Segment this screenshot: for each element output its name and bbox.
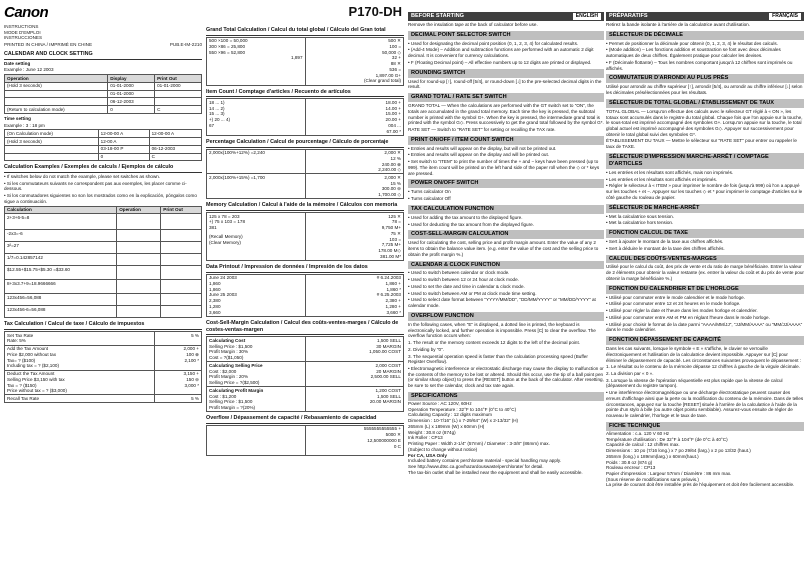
printout-table: [206, 274, 404, 317]
table-row: 03-18-00 P 06-12-2003: [5, 145, 202, 153]
table-row: 123x456=56,088: [5, 294, 202, 306]
decimal-title: DECIMAL POINT SELECTOR SWITCH: [408, 31, 604, 40]
csm-title: Cost-Sell-Margin Calculation / Calcul des coûts-ventes-marges / Cálculo de costes-ventas-margen: [206, 320, 404, 336]
table-row: (On Calculation mode) 12-00-00 A 12-00-00 A: [5, 130, 202, 138]
print-switch-title: PRINT ON/OFF / ITEM COUNT SWITCH: [408, 136, 604, 145]
table-row: 2+3+6-5=8: [5, 214, 202, 230]
table-row: $12.55+$15.75+$5.30 =$33.60: [5, 266, 202, 280]
print-switch-title-fr: SÉLECTEUR D'IMPRESSION MARCHE-ARRÊT / COMPTAGE D'ARTICLES: [606, 153, 804, 169]
calc-note-fr: • Si les commutateurs suivants ne correspondent pas aux exemples, les placer comme ci-dessous.: [4, 181, 202, 192]
language-tag: FRANÇAIS: [769, 13, 801, 20]
manual-title-es: INSTRUCCIONES: [4, 35, 43, 41]
operation-header: Operation: [117, 206, 161, 214]
table-row: 06-12-2003: [5, 98, 202, 106]
power-title-fr: SÉLECTEUR DE MARCHE-ARRÊT: [606, 204, 804, 213]
table-row: Deduct the Tax Amount Selling Price $3,150 with tax Tax = ? ($150) Price without tax = ? ($3,000) 3,150 + 150 ⊖ 3,000 *: [5, 370, 202, 395]
table-row: 2,000x(100%+15%) =1,700 2,000 ✕ 15 % 300.00 ⊖ 1,700.00 ◇: [207, 174, 404, 199]
table-row: 01-01-2000: [5, 90, 202, 98]
calc-header: Calculation: [5, 206, 117, 214]
cal-func-title-fr: FONCTION DU CALENDRIER ET DE L'HORLOGE: [606, 285, 804, 294]
csm-func-title: COST-SELL-MARGIN CALCULATION: [408, 230, 604, 239]
pub-code: PUB.E-IM-2210: [169, 42, 202, 48]
manual-title-en: INSTRUCTIONS: [4, 24, 39, 29]
printout-header: Print Out: [161, 206, 202, 214]
ovf-func-title: OVERFLOW FUNCTION: [408, 312, 604, 321]
tax-title: Tax Calculation / Calcul de taxe / Cálculo de impuestos: [4, 321, 202, 330]
date-setting-table: [4, 74, 202, 114]
rounding-title: ROUNDING SWITCH: [408, 69, 604, 78]
decimal-title-fr: SÉLECTEUR DE DÉCIMALE: [606, 31, 804, 40]
calc-examples-title: Calculation Examples / Exemples de calculs / Ejemplos de cálculo: [4, 164, 202, 173]
calendar-title: CALENDAR AND CLOCK SETTING: [4, 51, 202, 60]
table-row: 123x456-6=56,088: [5, 306, 202, 318]
printout-header: Print Out: [155, 75, 202, 83]
table-row: Calculating Selling Price Cost : $2,000 Profit Margin : 20% Selling Price = ?($2,500) 2,000 COST 20 MARGIN 2,500.00 SELL: [207, 362, 404, 387]
csm-table: [206, 336, 404, 412]
before-starting-text: Remove the insulation tape at the back of calculator before use.: [408, 21, 538, 27]
memory-table: [206, 212, 404, 261]
gt-switch-title-fr: SÉLECTEUR DE TOTAL GLOBAL / ÉTABLISSEMENT DE TAUX: [606, 99, 804, 108]
table-row: 8+3x3.7+9=18.9666666: [5, 280, 202, 294]
table-row: June 24 2003 1,860 1,860 June 25 2003 2,380 1,280 3,660 # 6.24.2003 1,860 + 1,860 * # 6.25.2003 2,380 + 1,280 + 3,660 *: [207, 274, 404, 316]
ovf-func-title-fr: FONCTION DÉPASSEMENT DE CAPACITÉ: [606, 336, 804, 345]
header: [4, 4, 202, 24]
table-row: (Hold 3 seconds) 12-00 A: [5, 138, 202, 146]
table-row: 2,000x(100%+12%) =2,240 2,000 ✕ 12 % 240.00 ⊕ 2,240.00 ◇: [207, 149, 404, 174]
item-count-title: Item Count / Comptage d'articles / Recuento de artículos: [206, 89, 404, 98]
tax-func-title: TAX CALCULATION FUNCTION: [408, 205, 604, 214]
table-row: Set Tax Rate Rate: 5% 5 %: [5, 332, 202, 345]
memory-title: Memory Calculation / Calcul à l'aide de la mémoire / Cálculos con memoria: [206, 202, 404, 211]
rounding-title-fr: COMMUTATEUR D'ARRONDI AU PLUS PRÈS: [606, 74, 804, 83]
before-starting-band-fr: PRÉPARATIFS FRANÇAIS: [606, 12, 804, 21]
gt-table: [206, 37, 404, 86]
table-row: Calculating Profit Margin Cost : $1,200 Selling Price : $1,500 Profit Margin = ?(20%) 1,200 COST 1,500 SELL 20.00 MARGIN: [207, 387, 404, 412]
overflow-title: Overflow / Dépassement de capacité / Rebasamiento de capacidad: [206, 415, 404, 424]
table-row: 5555555555555 + 5000 ✕ 12,500000000 E 0 C: [207, 425, 404, 455]
percent-title: Percentage Calculation / Calcul de pourcentage / Cálculo de porcentaje: [206, 139, 404, 148]
spec-title: SPECIFICATIONS: [408, 392, 604, 401]
table-row: -2x3=-6: [5, 230, 202, 242]
column-calendar-and-examples: [4, 4, 202, 567]
table-row: Calculating Cost Selling Price : $1,500 Profit Margin : 30% Cost = ?($1,050) 1,500 SELL 30 MARGIN 1,050.00 COST: [207, 337, 404, 362]
csm-func-title-fr: CALCUL DES COÛTS-VENTES-MARGES: [606, 255, 804, 264]
time-setting-table: [4, 129, 202, 161]
manual-title-fr: MODE D'EMPLOI: [4, 29, 41, 35]
percent-table: [206, 149, 404, 200]
model-name: P170-DH: [348, 4, 402, 19]
power-title: POWER ON/OFF SWITCH: [408, 179, 604, 188]
table-row: 18 ... 1) 14 ... 2) 15 ... 3) +) 20 ... 4) 67 18.00 + 14.00 + 15.00 + 20.00 + 004 ... 67.00 *: [207, 99, 404, 135]
table-row: 3²=27: [5, 242, 202, 254]
column-calculation-examples: [206, 4, 404, 567]
table-row: (Hold 3 seconds) 01-01-2000 01-01-2000: [5, 82, 202, 90]
op-header: Operation: [5, 75, 108, 83]
spec-title-fr: FICHE TECHNIQUE: [606, 422, 804, 431]
item-count-table: [206, 98, 404, 135]
cal-func-title: CALENDAR & CLOCK FUNCTION: [408, 261, 604, 270]
date-setting-label: Date setting: [4, 60, 31, 66]
calc-note-en: • If switches below do not match the example, please set switches as shown.: [4, 174, 202, 180]
table-row: Recall Tax Rate 5 %: [5, 395, 202, 403]
gt-switch-title: GRAND TOTAL / RATE SET SWITCH: [408, 93, 604, 102]
table-row: 500 ×100 = 50,000 300 ×86 = 25,800 550 ×96 = 52,800 1,897 500 ✕ 100 = 50,000 ◇ 32 + 88 ✕ 536 = 1,897.00 G+ (Clear grand total): [207, 37, 404, 85]
calc-note-es: • Si los conmutadores siguientes no son los mostrados como en la explicación, póngalos como sigue a continuación.: [4, 193, 202, 204]
brand-logo: Canon: [4, 4, 49, 21]
before-starting-band: BEFORE STARTING ENGLISH: [408, 12, 604, 21]
overflow-table: [206, 425, 404, 456]
table-row: 0 C: [5, 153, 202, 161]
calc-examples-table: [4, 206, 202, 319]
gt-title: Grand Total Calculation / Calcul du total global / Cálculo del Gran total: [206, 27, 404, 36]
tax-table: [4, 331, 202, 403]
table-row: 1/7=0.142857142: [5, 254, 202, 266]
tax-func-title-fr: FONCTION CALCUL DE TAXE: [606, 229, 804, 238]
time-example: Example : 3 : 18 pm: [4, 122, 45, 128]
table-row: (Return to calculation mode) 0 C: [5, 106, 202, 114]
table-row: 125 x 78 = 203 +) 75 x 103 = 178 381 (Recall Memory) (Clear Memory) 125 ✕ 78 = 9,750 M+ 75 ✕ 103 = 7,725 M+ 178.00 M◇ 381.00 M*: [207, 213, 404, 261]
table-row: Add the Tax Amount Price $2,000 without tax Tax= ? ($100) Including tax = ? ($2,100) 2,000 + 100 ⊕ 2,100 *: [5, 345, 202, 370]
printout-title: Data Printout / Impression de données / Impresión de los datos: [206, 264, 404, 273]
date-example: Example : June 12 2003: [4, 67, 54, 73]
column-french: PRÉPARATIFS FRANÇAIS Retirez la bande isolante à l'arrière de la calculatrice avant d'utilisation. SÉLECTEUR DE DÉCIMALE • Permet de positionner la décimale pour obtenir (0, 1, 2, 3, 4) le résultat des calculs. • (Mode addition) – Les fonctions addition et soustraction se font avec deux décimales automatiques de deux chiffres. Également pratique pour calculer les devises. • F (Décimale flottante) – Tous les nombres comportant jusqu'à 12 chiffres sont imprimés ou affichés. COMMUTATEUR D'ARRONDI AU PLUS PRÈS Utilisé pour arrondir au chiffre supérieur [↑], arrondir [5/4], ou arrondir au chiffre inférieur [↓] selon les décimales présélectionnées pour les résultats. SÉLECTEUR DE TOTAL GLOBAL / ÉTABLISSEMENT DE TAUX TOTAL GLOBAL — Lorsqu'on effectue des calculs avec le sélecteur GT réglé à « ON », les totaux sont accumulés dans le registre du total global. Chaque fois que l'on appuie sur la touche, le sous-total est imprimé accompagné des symboles G+. Lorsqu'on appuie sur la touche, le total global actuel est imprimé accompagné des symboles G◇. Appuyer sur successivement pour obtenir le total global suivi des symboles G*. ÉTABLISSEMENT DU TAUX — Mettre le sélecteur sur "RATE SET" pour entrer ou rappeler le taux de TAXE. SÉLECTEUR D'IMPRESSION MARCHE-ARRÊT / COMPTAGE D'ARTICLES • Les entrées et les résultats sont affichés, mais non imprimés. • Les entrées et les résultats sont affichés et imprimés. • Régler le sélecteur à « ITEM » pour imprimer le nombre de fois (jusqu'à 999) où l'on a appuyé sur les touches + et −. Appuyer sur les touches ◇ et * pour imprimer le comptage d'articles sur le côté gauche du rouleau de papier. SÉLECTEUR DE MARCHE-ARRÊT • Met la calculatrice sous tension. • Met la calculatrice hors tension. FONCTION CALCUL DE TAXE • Sert à ajouter le montant de la taxe aux chiffres affichés. • Sert à déduire le montant de la taxe des chiffres affichés. CALCUL DES COÛTS-VENTES-MARGES Utilisé pour le calcul du coût, des prix de vente et du ratio de marge bénéficiaire. Entrer la valeur de 2 éléments pour obtenir la valeur restante (ex. entrer la valeur du coût et du prix de vente pour obtenir la marge bénéficiaire %.) FONCTION DU CALENDRIER ET DE L'HORLOGE • Utilisé pour commuter entre le mode calendrier et le mode horloge. • Utilisé pour commuter entre 12 et 24 heures en le mode horloge. • Utilisé pour régler la date et l'heure dans les modes horloge et calendrier. • Utilisé pour commuter entre AM et PM en réglant l'heure dans le mode horloge. • Utilisé pour choisir le format de la date parmi "AAAA/MM/JJ", "JJ/MM/AAAA" ou "MM/JJ/AAAA" dans le mode calendrier. FONCTION DÉPASSEMENT DE CAPACITÉ Dans les cas suivants, lorsque le symbole « E » s'affiche, le clavier se verrouille électroniquement et l'utilisation de la calculatrice devient impossible. Appuyer sur [C] pour éliminer le dépassement de capacité. Les circonstances suivantes provoquent le dépassement : 1. Le résultat ou le contenu de la mémoire dépasse 12 chiffres à gauche de la virgule décimale. 2. La division par « 0 ». 3. Lorsque la vitesse de l'opération séquentielle est plus rapide que la vitesse de calcul (dépassement du registre tampon). • Une interférence électromagnétique ou une décharge électrostatique peuvent causer des erreurs d'affichage ainsi que la perte ou la modification du contenu de la mémoire. Dans de telles circonstances, appuyez sur la touche [RESET] située à l'arrière de la calculatrice à l'aide de la pointe d'un stylo à bille (ou autre objet pointu semblable). Assurez-vous ensuite de régler de nouveau le calendrier, l'horloge et le taux de taxe. FICHE TECHNIQUE Alimentation : c.a. 120 V 60 Hz Température d'utilisation : De 32°F à 104°F (de 0°C à 40°C) Capacité de calcul : 12 chiffres max. Dimensions : 10 po (7/16 long.) x 7 po 29/64 (larg.) x 2 po 13/32 (haut.) 265mm (long.) x 189mm(larg.) x 60mm(haut.) Poids : 30.8 oz (874 g) Rouleau encreur : CP13 Papier d'impression : Largeur 57mm / Diamètre : 86 mm max. (Sous réserve de modifications sans préavis.) La prise de courant doit être installée près de l'équipement et doit être facilement accessible.: [606, 4, 804, 567]
display-header: Display: [108, 75, 155, 83]
printed-in: PRINTED IN CHINA / IMPRIMÉ EN CHINE: [4, 42, 93, 48]
language-tag: ENGLISH: [573, 13, 601, 20]
time-setting-label: Time setting: [4, 115, 31, 121]
column-english: BEFORE STARTING ENGLISH Remove the insulation tape at the back of calculator before use. DECIMAL POINT SELECTOR SWITCH • Used for designating the decimal point position (0, 1, 2, 3, 4) for calculated results. • (Add-4 Mode) – Addition and subtraction functions are performed with an automatic 2 digit decimal. It is convenient for currency calculations. • F (Floating Decimal point) – All effective numbers up to 12 digits are printed or displayed. ROUNDING SWITCH Used for round-up [↑], round-off [5/4], or round-down [↓] to the pre-selected decimal digits in the result. GRAND TOTAL / RATE SET SWITCH GRAND TOTAL — When the calculations are performed with the GT switch set to "ON", the totals are accumulated in the grand total memory. Each time the key is pressed, the subtotal number is printed with the symbol G+. When the key is pressed, the intermediate grand total is printed with the symbol G◇. Press successively to get the grand total followed by the symbol G*. RATE SET — Switch to "RATE SET" for setting or recalling the TAX rate. PRINT ON/OFF / ITEM COUNT SWITCH • Entries and results will appear on the display, but will not be printed out. • Entries and results will appear on the display and will be printed out. • Set switch to "ITEM" to print the number of times the + and − keys have been pressed (up to 999). The item count will be printed on the left hand side of the paper roll when the ◇ or * keys are pressed. POWER ON/OFF SWITCH • Turns calculator On • Turns calculator Off TAX CALCULATION FUNCTION • Used for adding the tax amount to the displayed figure. • Used for deducting the tax amount from the displayed figure. COST-SELL-MARGIN CALCULATION Used for calculating the cost, selling price and profit margin amount. Enter the value of any 2 items to obtain the balance value item. (e.g. enter the value of the cost and the selling price to obtain the profit margin %.) CALENDAR & CLOCK FUNCTION • Used to switch between calendar or clock mode. • Used to switch between 12 or 24 hour at clock mode. • Used to set the date and time in calendar & clock mode. • Used to switch between AM or PM at clock mode time setting. • Used to select date format between "YYYY/MM/DD", "DD/MM/YYYY" or "MM/DD/YYYY" at calendar mode. OVERFLOW FUNCTION In the following cases, when "E" is displayed, a dotted line is printed, the keyboard is electronically locked, and further operation is impossible. Press [C] to clear the overflow. The overflow function occurs when: 1. The result or the memory content exceeds 12 digits to the left of the decimal point. 2. Dividing by "0". 3. The sequential operation speed is faster than the calculation processing speed (Buffer Register Overflow). • Electromagnetic interference or electrostatic discharge may cause the display to malfunction or the contents of the memory to be lost or altered. Should this occur, use the tip of a ball point pen (or similar sharp object) to press the [RESET] button at the back of the calculator. After resetting, be sure to set the calendar, clock and tax rate again. SPECIFICATIONS Power Source : AC 120V, 60Hz Operation Temperature : 32°F to 104°F (0°C to 40°C) Calculating Capacity : 12 digits maximum Dimension : 10-7/16" (L) x 7-29/64" (W) x 2-13/32" (H) 265mm (L) x 189mm (W) x 60mm (H) Weight : 30.8 oz (874g) Ink Roller : CP13 Printing Paper : Width 2-1/4" (57mm) / Diameter : 3-3/8" (86mm) max. (Subject to change without notice) For CA, USA Only Included battery contains perchlorate material - special handling may apply. See http://www.dtsc.ca.gov/hazardouswaste/perchlorate/ for detail. The tax-bin outlet shall be installed near the equipment and shall be easily accessible.: [408, 4, 604, 567]
